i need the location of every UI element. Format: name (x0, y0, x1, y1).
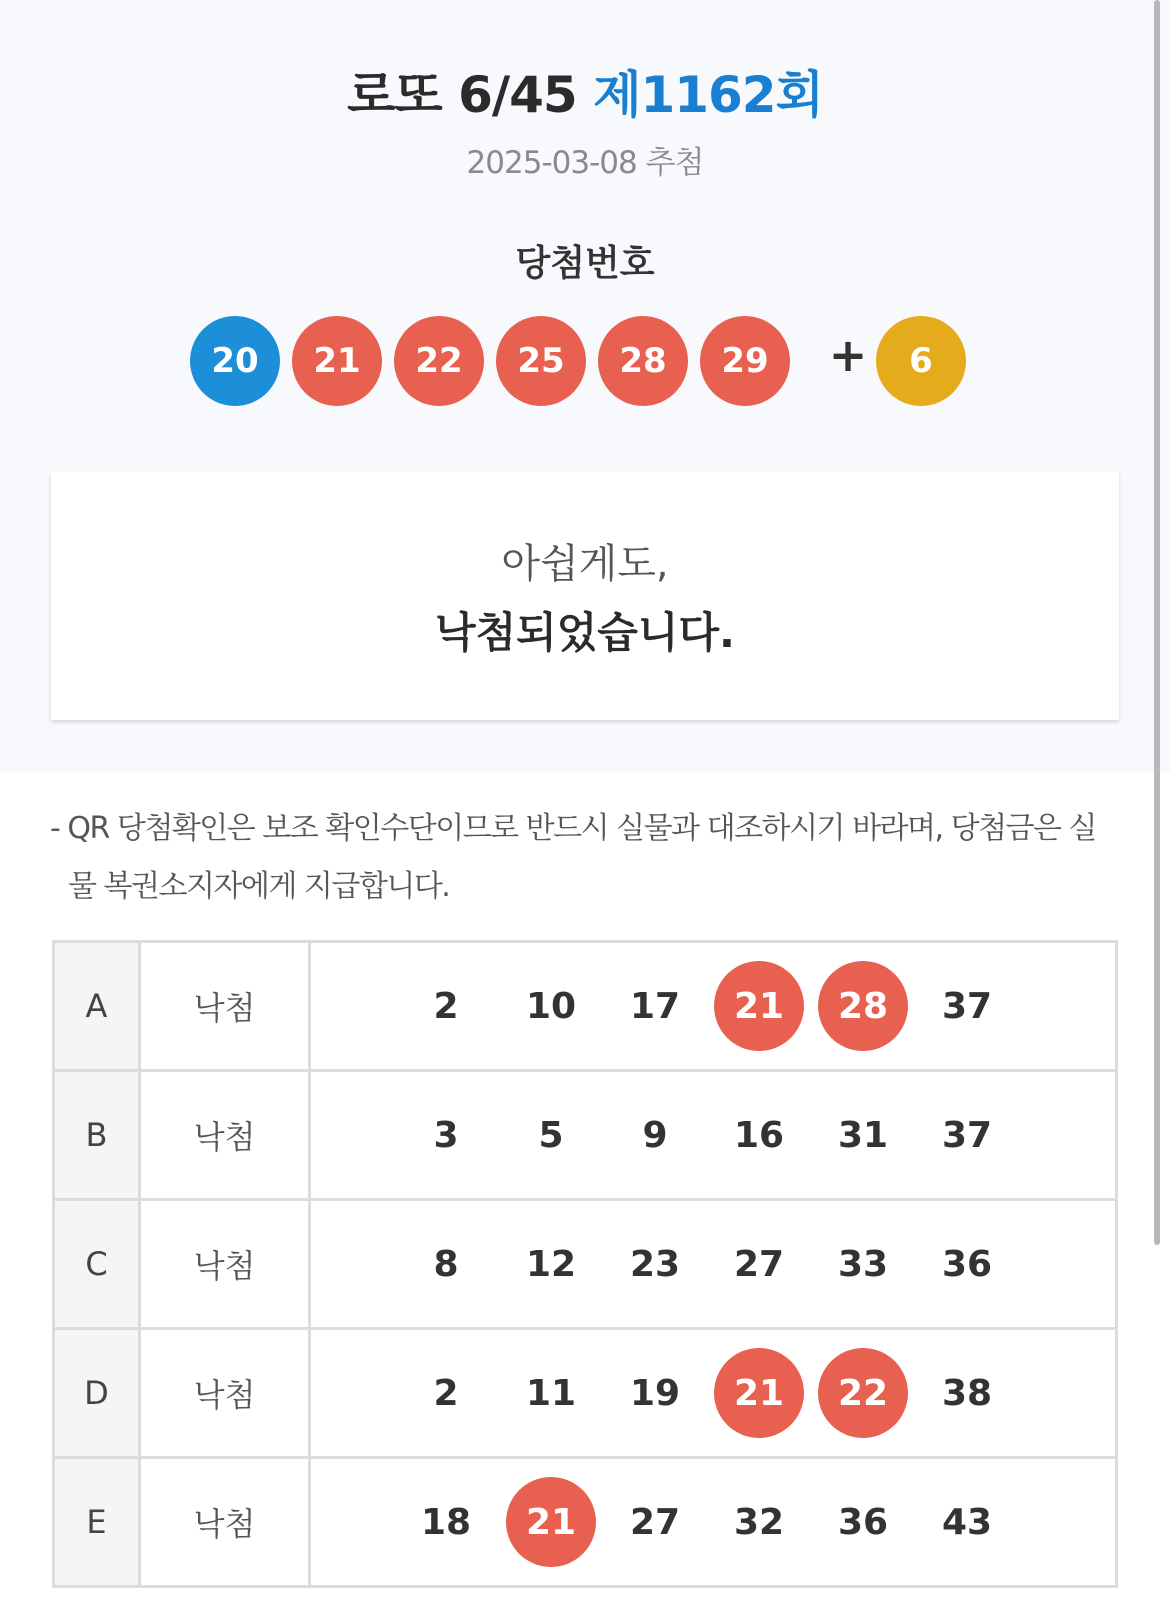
result-message-sub: 아쉽게도, (501, 541, 669, 587)
ticket-status: 낙첨 (140, 942, 310, 1071)
ticket-row (54, 1329, 1117, 1458)
ticket-number: 17 (629, 985, 681, 1027)
ticket-letter: E (54, 1458, 140, 1587)
winning-ball: 28 (598, 316, 688, 406)
winning-ball: 25 (496, 316, 586, 406)
notice-text (50, 800, 1125, 916)
ticket-number: 18 (420, 1501, 472, 1543)
notice-line: 물 복권소지자에게 지급합니다. (68, 869, 450, 904)
ticket-number-matched: 21 (714, 1348, 804, 1438)
ticket-numbers (310, 1329, 1117, 1458)
bonus-ball: 6 (876, 316, 966, 406)
ticket-letter: D (54, 1329, 140, 1458)
ticket-status: 낙첨 (140, 1458, 310, 1587)
ticket-number: 27 (629, 1501, 681, 1543)
ticket-number: 16 (733, 1114, 785, 1156)
winning-ball: 21 (292, 316, 382, 406)
plus-sign: + (828, 328, 868, 382)
ticket-number: 10 (525, 985, 577, 1027)
ticket-number: 36 (837, 1501, 889, 1543)
ticket-number: 37 (941, 1114, 993, 1156)
winning-numbers (0, 316, 1170, 406)
ticket-number: 23 (629, 1243, 681, 1285)
ticket-row (54, 1458, 1117, 1587)
ticket-number: 33 (837, 1243, 889, 1285)
ticket-number: 9 (642, 1114, 668, 1156)
ticket-number: 38 (941, 1372, 993, 1414)
ticket-letter: C (54, 1200, 140, 1329)
ticket-number: 12 (525, 1243, 577, 1285)
ticket-number: 31 (837, 1114, 889, 1156)
ticket-number-matched: 21 (506, 1477, 596, 1567)
ticket-row (54, 1200, 1117, 1329)
notice-line: - QR 당첨확인은 보조 확인수단이므로 반드시 실물과 대조하시기 바라며, 당첨금은 실 (50, 811, 1097, 846)
winning-ball: 29 (700, 316, 790, 406)
ticket-number: 5 (538, 1114, 564, 1156)
ticket-number-matched: 22 (818, 1348, 908, 1438)
ticket-number: 27 (733, 1243, 785, 1285)
ticket-number: 2 (433, 1372, 459, 1414)
ticket-numbers (310, 1071, 1117, 1200)
ticket-number-matched: 21 (714, 961, 804, 1051)
ticket-table (52, 940, 1118, 1588)
winning-ball: 20 (190, 316, 280, 406)
ticket-number: 3 (433, 1114, 459, 1156)
ticket-numbers (310, 942, 1117, 1071)
ticket-numbers (310, 1458, 1117, 1587)
ticket-letter: B (54, 1071, 140, 1200)
page-title (0, 55, 1170, 127)
ticket-row (54, 942, 1117, 1071)
round-number: 제1162회 (593, 66, 823, 124)
ticket-number: 2 (433, 985, 459, 1027)
ticket-row (54, 1071, 1117, 1200)
winning-numbers-label: 당첨번호 (515, 243, 655, 284)
winning-ball: 22 (394, 316, 484, 406)
game-name: 로또 6/45 (347, 66, 577, 124)
result-card (51, 472, 1119, 720)
winning-panel (0, 0, 1170, 772)
ticket-numbers (310, 1200, 1117, 1329)
draw-date: 2025-03-08 추첨 (466, 145, 704, 181)
ticket-number: 43 (941, 1501, 993, 1543)
result-message: 낙첨되었습니다. (435, 608, 735, 657)
ticket-number: 11 (525, 1372, 577, 1414)
scrollbar[interactable] (1154, 0, 1160, 1245)
ticket-number: 37 (941, 985, 993, 1027)
ticket-status: 낙첨 (140, 1071, 310, 1200)
ticket-status: 낙첨 (140, 1329, 310, 1458)
ticket-number: 8 (433, 1243, 459, 1285)
ticket-letter: A (54, 942, 140, 1071)
ticket-number: 32 (733, 1501, 785, 1543)
ticket-status: 낙첨 (140, 1200, 310, 1329)
ticket-number: 36 (941, 1243, 993, 1285)
ticket-number: 19 (629, 1372, 681, 1414)
ticket-number-matched: 28 (818, 961, 908, 1051)
